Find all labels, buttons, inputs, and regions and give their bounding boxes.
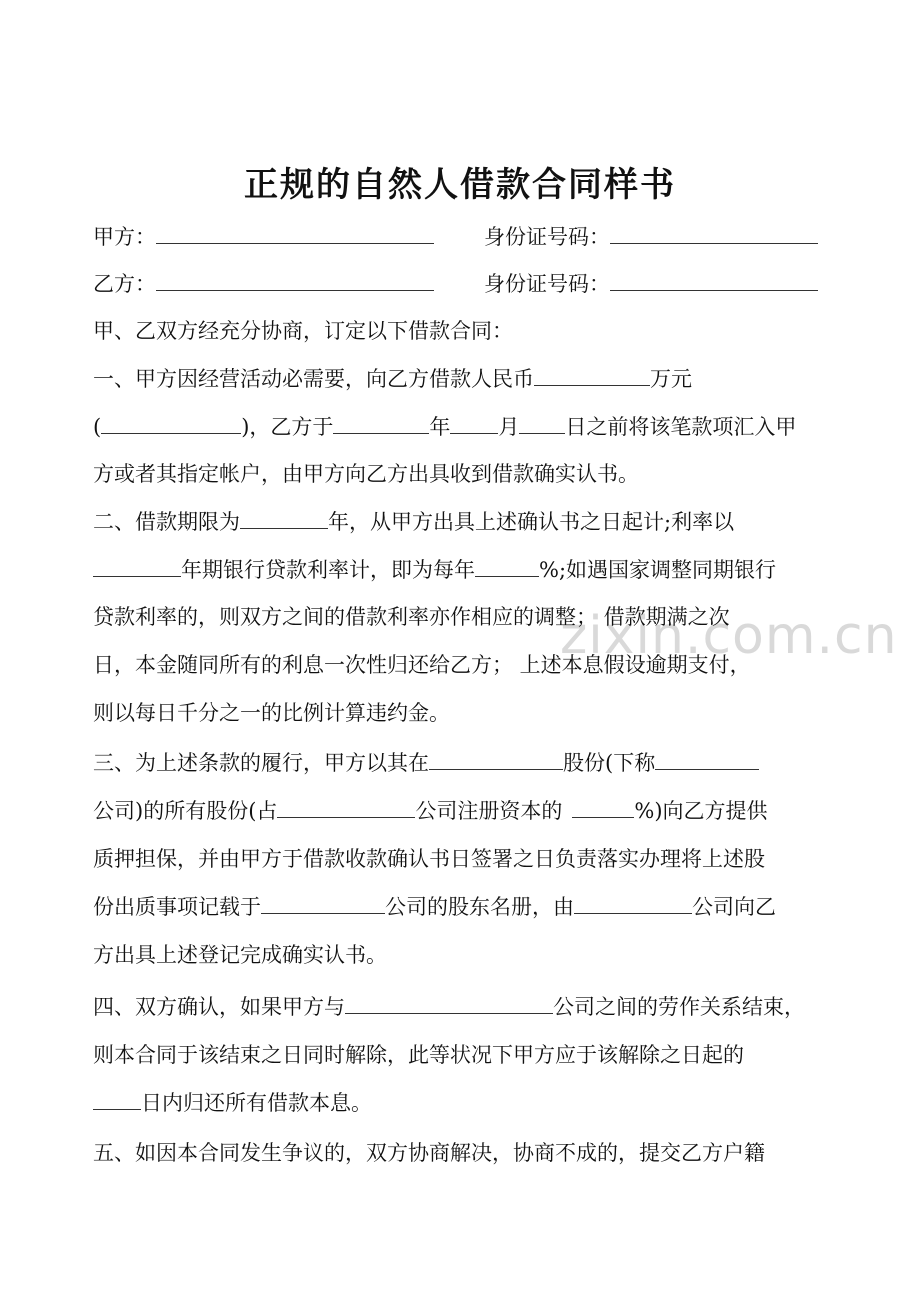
year-blank[interactable] bbox=[333, 413, 429, 434]
repay-days-blank[interactable] bbox=[93, 1089, 141, 1110]
month-blank[interactable] bbox=[450, 413, 498, 434]
clause-1-text: 一、甲方因经营活动必需要，向乙方借款人民币 bbox=[93, 367, 534, 391]
clause-3-text-5: %)向乙方提供 bbox=[634, 799, 768, 823]
intro-line: 甲、乙双方经充分协商，订定以下借款合同： bbox=[93, 319, 513, 343]
watermark: zixin.com.cn bbox=[560, 606, 898, 666]
month-label: 月 bbox=[498, 415, 520, 439]
clause-2-text-3: 年期银行贷款利率计，即为每年 bbox=[181, 558, 475, 582]
clause-2-line-4: 日，本金随同所有的利息一次性归还给乙方； 上述本息假设逾期支付， bbox=[93, 653, 751, 677]
clause-3-text-2: 股份(下称 bbox=[563, 751, 656, 775]
party-a-line bbox=[93, 222, 818, 252]
party-b-id-label: 身份证号码： bbox=[484, 272, 610, 296]
clause-3-text-6: 份出质事项记载于 bbox=[93, 895, 261, 919]
clause-4-line-1 bbox=[93, 992, 805, 1022]
share-percent-blank[interactable] bbox=[572, 797, 634, 818]
rate-percent-blank[interactable] bbox=[475, 556, 539, 577]
clause-3-line-4 bbox=[93, 892, 776, 922]
clause-2-line-3: 贷款利率的，则双方之间的借款利率亦作相应的调整； 借款期满之次 bbox=[93, 605, 730, 629]
clause-1-line-2 bbox=[93, 412, 796, 442]
year-label: 年 bbox=[429, 415, 451, 439]
rate-years-blank[interactable] bbox=[93, 556, 181, 577]
clause-3-text: 三、为上述条款的履行，甲方以其在 bbox=[93, 751, 429, 775]
amount-unit: 万元 bbox=[650, 367, 692, 391]
clause-2-line-5: 则以每日千分之一的比例计算违约金。 bbox=[93, 701, 450, 725]
amount-caps-blank[interactable] bbox=[101, 413, 241, 434]
company-blank-2[interactable] bbox=[277, 797, 415, 818]
clause-2-text: 二、借款期限为 bbox=[93, 510, 240, 534]
clause-2-line-2 bbox=[93, 555, 776, 585]
party-a-blank[interactable] bbox=[156, 223, 434, 244]
party-b-blank[interactable] bbox=[156, 270, 434, 291]
amount-blank[interactable] bbox=[534, 365, 650, 386]
clause-2-line-1 bbox=[93, 507, 734, 537]
clause-3-line-2 bbox=[93, 796, 768, 826]
party-a-id-blank[interactable] bbox=[610, 223, 818, 244]
party-b-label: 乙方： bbox=[93, 272, 156, 296]
clause-2-text-4: %;如遇国家调整同期银行 bbox=[539, 558, 777, 582]
clause-3-line-3: 质押担保，并由甲方于借款收款确认书日签署之日负责落实办理将上述股 bbox=[93, 847, 765, 871]
document-title: 正规的自然人借款合同样书 bbox=[244, 165, 676, 205]
clause-3-text-4: 公司注册资本的 bbox=[415, 799, 563, 823]
clause-1-text-3: 日之前将该笔款项汇入甲 bbox=[565, 415, 797, 439]
clause-3-text-8: 公司向乙 bbox=[692, 895, 776, 919]
clause-3-text-7: 公司的股东名册，由 bbox=[385, 895, 574, 919]
company-blank-1[interactable] bbox=[429, 749, 563, 770]
clause-4-text-2: 公司之间的劳作关系结束， bbox=[553, 995, 805, 1019]
paren-open: ( bbox=[93, 415, 102, 439]
company-short-blank[interactable] bbox=[655, 749, 759, 770]
clause-4-text-3: 日内归还所有借款本息。 bbox=[141, 1091, 372, 1115]
clause-1-line-1 bbox=[93, 364, 692, 394]
clause-3-line-1 bbox=[93, 748, 759, 778]
clause-3-text-3: 公司)的所有股份(占 bbox=[93, 799, 278, 823]
clause-1-text-2: )，乙方于 bbox=[241, 415, 334, 439]
clause-5-line-1: 五、如因本合同发生争议的，双方协商解决，协商不成的，提交乙方户籍 bbox=[93, 1141, 765, 1165]
party-a-id-label: 身份证号码： bbox=[484, 225, 610, 249]
clause-2-text-2: 年，从甲方出具上述确认书之日起计;利率以 bbox=[328, 510, 735, 534]
term-years-blank[interactable] bbox=[240, 508, 328, 529]
party-a-label: 甲方： bbox=[93, 225, 156, 249]
clause-1-line-3: 方或者其指定帐户，由甲方向乙方出具收到借款确实认书。 bbox=[93, 462, 639, 486]
clause-4-line-3 bbox=[93, 1088, 372, 1118]
company-blank-3[interactable] bbox=[261, 893, 385, 914]
party-b-id-blank[interactable] bbox=[610, 270, 818, 291]
clause-3-line-5: 方出具上述登记完成确实认书。 bbox=[93, 943, 387, 967]
company-blank-5[interactable] bbox=[345, 993, 553, 1014]
clause-4-text: 四、双方确认，如果甲方与 bbox=[93, 995, 345, 1019]
clause-4-line-2: 则本合同于该结束之日同时解除，此等状况下甲方应于该解除之日起的 bbox=[93, 1043, 744, 1067]
day-blank[interactable] bbox=[519, 413, 565, 434]
company-blank-4[interactable] bbox=[574, 893, 692, 914]
party-b-line bbox=[93, 269, 818, 299]
